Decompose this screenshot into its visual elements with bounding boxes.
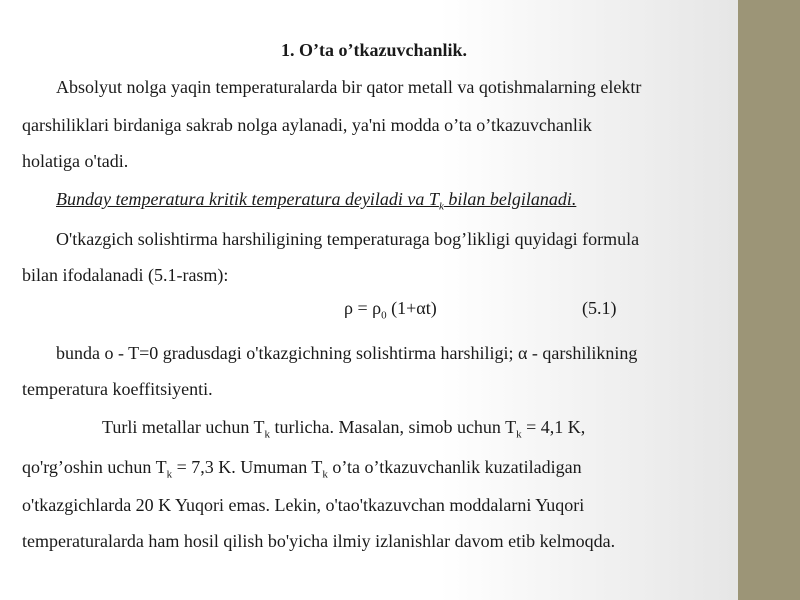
paragraph-4 [22,334,726,372]
p2-text-a: Bunday temperatura kritik temperatura deyiladi va T [56,189,439,209]
p3-line-2: bilan ifodalanadi (5.1-rasm): [22,265,229,285]
paragraph-5 [22,408,726,454]
p5-l2-c: o’ta o’tkazuvchanlik kuzatiladigan [327,457,582,477]
p5-l2-a: qo'rg’oshin uchun T [22,457,167,477]
paragraph-2 [22,180,726,226]
p5-l1-c: = 4,1 K, [521,417,586,437]
p3-line-1: O'tkazgich solishtirma harshiligining temperaturaga bog’likligi quyidagi formula [56,229,640,249]
p5-l1-sub2: k [516,428,522,441]
formula-row [22,298,726,326]
paragraph-3 [22,220,726,258]
right-decorative-bar [738,0,800,600]
p2-subscript: k [438,200,444,213]
p5-l1-sub1: k [264,428,270,441]
p5-l2-sub2: k [322,468,328,481]
formula-text-a: ρ = ρ [344,298,382,318]
p4-line-1: bunda o - T=0 gradusdagi o'tkazgichning solishtirma harshiligi; α - qarshilikning [56,343,638,363]
p5-line-3-wrap [22,486,726,524]
p5-line-4-wrap [22,522,726,560]
equation-number: (5.1) [582,298,617,318]
resistivity-formula [344,298,437,322]
p3-line-2-wrap [22,256,726,294]
p5-line-3: o'tkazgichlarda 20 K Yuqori emas. Lekin, o'tao'tkazuvchan moddalarni Yuqori [22,495,585,515]
p1-line-2: qarshiliklari birdaniga sakrab nolga aylanadi, ya'ni modda o’ta o’tkazuvchanlik [22,115,592,135]
p1-line-3: holatiga o'tadi. [22,151,129,171]
p5-line-4: temperaturalarda ham hosil qilish bo'yicha ilmiy izlanishlar davom etib kelmoqda. [22,531,616,551]
paragraph-1 [22,68,726,106]
p5-l2-sub1: k [166,468,173,481]
p5-l2-b: = 7,3 K. Umuman T [172,457,323,477]
p5-l1-b: turlicha. Masalan, simob uchun T [269,417,517,437]
p4-line-2-wrap [22,370,726,408]
document-page [22,0,726,600]
p1-line-1: Absolyut nolga yaqin temperaturalarda bir qator metall va qotishmalarning elektr [56,77,642,97]
p1-line-2-wrap [22,106,726,144]
p5-l1-a: Turli metallar uchun T [102,417,265,437]
formula-text-b: (1+αt) [386,298,437,318]
p4-line-2: temperatura koeffitsiyenti. [22,379,213,399]
critical-temperature-sentence [56,189,577,213]
section-title: 1. O’ta o’tkazuvchanlik. [280,40,467,60]
p1-line-3-wrap [22,142,726,180]
p5-line-1 [22,408,726,454]
formula-subscript: 0 [381,309,387,322]
p2-text-b: bilan belgilanadi. [443,189,577,209]
